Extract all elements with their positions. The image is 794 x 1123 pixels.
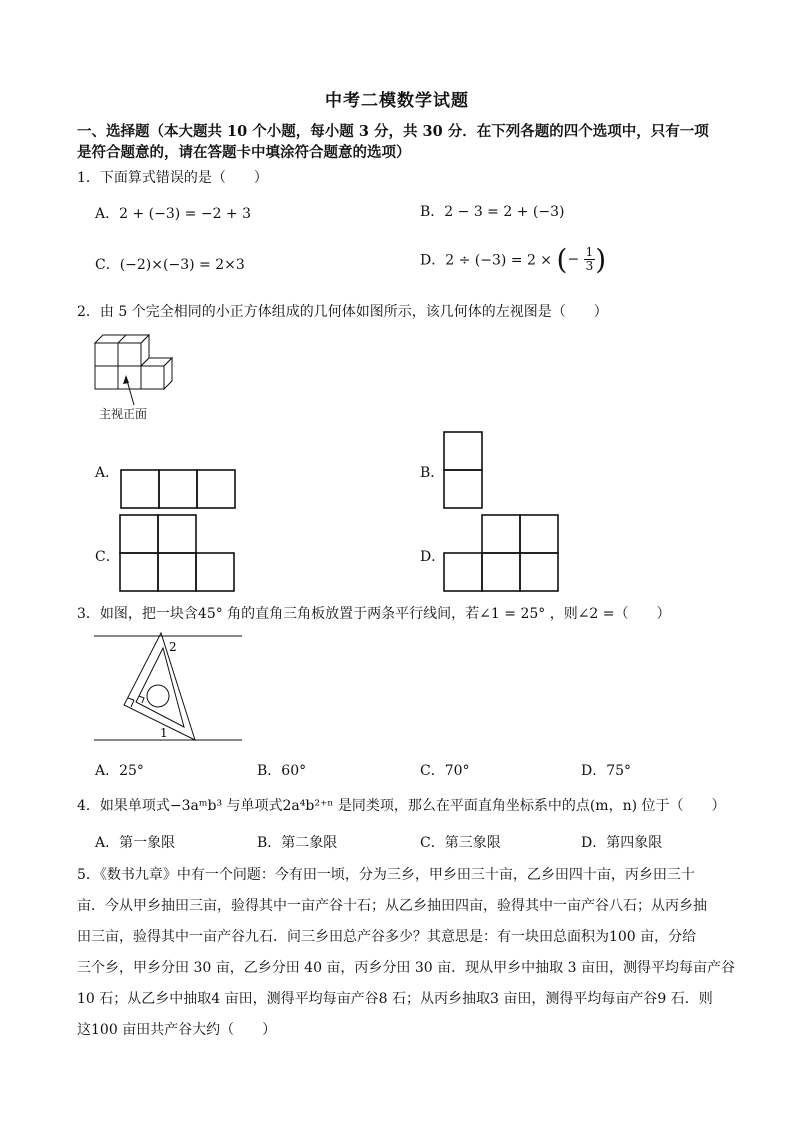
question-1-option-a: A．2 + (−3) = −2 + 3 [95, 206, 252, 222]
question-3-option-c: C．70° [420, 763, 470, 779]
section-heading-line2: 是符合题意的，请在答题卡中填涂符合题意的选项） [77, 144, 411, 161]
option-d-view-figure [444, 515, 564, 595]
question-2-option-a-label: A． [95, 465, 120, 481]
question-2-option-c-label: C． [95, 549, 120, 565]
question-5-line-2: 亩．今从甲乡抽田三亩，验得其中一亩产谷十石；从乙乡抽田四亩，验得其中一亩产谷八石；从丙乡抽 [77, 898, 707, 914]
option-c-view-figure [120, 515, 240, 595]
question-1-option-b: B．2 − 3 = 2 + (−3) [420, 204, 565, 220]
question-3-option-d: D．75° [581, 763, 632, 779]
cube-solid-figure [90, 333, 190, 413]
minus-sign: − [567, 251, 580, 268]
question-5-line-3: 田三亩，验得其中一亩产谷九石．问三乡田总产谷多少？其意思是：有一块田总面积为100 亩，分给 [77, 929, 697, 945]
page-title: 中考二模数学试题 [325, 91, 469, 111]
fraction-numerator: 1 [585, 245, 594, 259]
question-5-line-1: 5．《数书九章》中有一个问题：今有田一顷，分为三乡，甲乡田三十亩，乙乡田四十亩，丙乡田三十 [77, 867, 695, 883]
question-5-line-5: 10 石；从乙乡中抽取4 亩田，测得平均每亩产谷8 石；从丙乡抽取3 亩田，测得平均每亩产谷9 石．则 [77, 991, 713, 1007]
question-4-option-b: B．第二象限 [257, 835, 338, 851]
question-5-line-4: 三个乡，甲乡分田 30 亩，乙乡分田 40 亩，丙乡分田 30 亩．现从甲乡中抽取 3 亩田，测得平均每亩产谷 [77, 960, 735, 976]
figure-caption: 主视正面 [99, 407, 148, 421]
option-b-view-figure [444, 432, 486, 512]
triangle-parallel-lines-figure [94, 630, 246, 745]
angle-1-label: 1 [160, 726, 168, 740]
question-4-option-d: D．第四象限 [581, 835, 663, 851]
question-1-stem: 1．下面算式错误的是（ ） [77, 170, 268, 186]
question-3-stem: 3．如图，把一块含45° 角的直角三角板放置于两条平行线间，若∠1 = 25° ，则∠2 =（ ） [77, 606, 671, 622]
fraction-one-third [584, 246, 596, 273]
question-4-option-a: A．第一象限 [95, 835, 176, 851]
question-1-option-d-prefix: D．2 ÷ (−3) = 2 × [420, 252, 553, 269]
right-paren: ) [595, 243, 607, 276]
question-5-line-6: 这100 亩田共产谷大约（ ） [77, 1022, 277, 1038]
question-4-stem: 4．如果单项式−3aᵐb³ 与单项式2a⁴b²⁺ⁿ 是同类项，那么在平面直角坐标系中的点(m，n) 位于（ ） [77, 798, 726, 814]
question-3-option-a: A．25° [95, 763, 144, 779]
section-heading-line1: 一、选择题（本大题共 10 个小题，每小题 3 分，共 30 分．在下列各题的四个选项中，只有一项 [77, 123, 709, 140]
question-1-option-c: C．(−2)×(−3) = 2×3 [95, 257, 245, 273]
question-2-option-b-label: B． [420, 465, 445, 481]
option-a-view-figure [121, 470, 241, 512]
question-1-option-d [420, 243, 606, 276]
question-2-stem: 2．由 5 个完全相同的小正方体组成的几何体如图所示，该几何体的左视图是（ ） [77, 304, 608, 320]
left-paren: ( [556, 243, 568, 276]
question-4-option-c: C．第三象限 [420, 835, 501, 851]
angle-2-label: 2 [169, 640, 177, 654]
question-3-option-b: B．60° [257, 763, 307, 779]
fraction-denominator: 3 [585, 259, 594, 273]
question-2-option-d-label: D． [420, 549, 446, 565]
